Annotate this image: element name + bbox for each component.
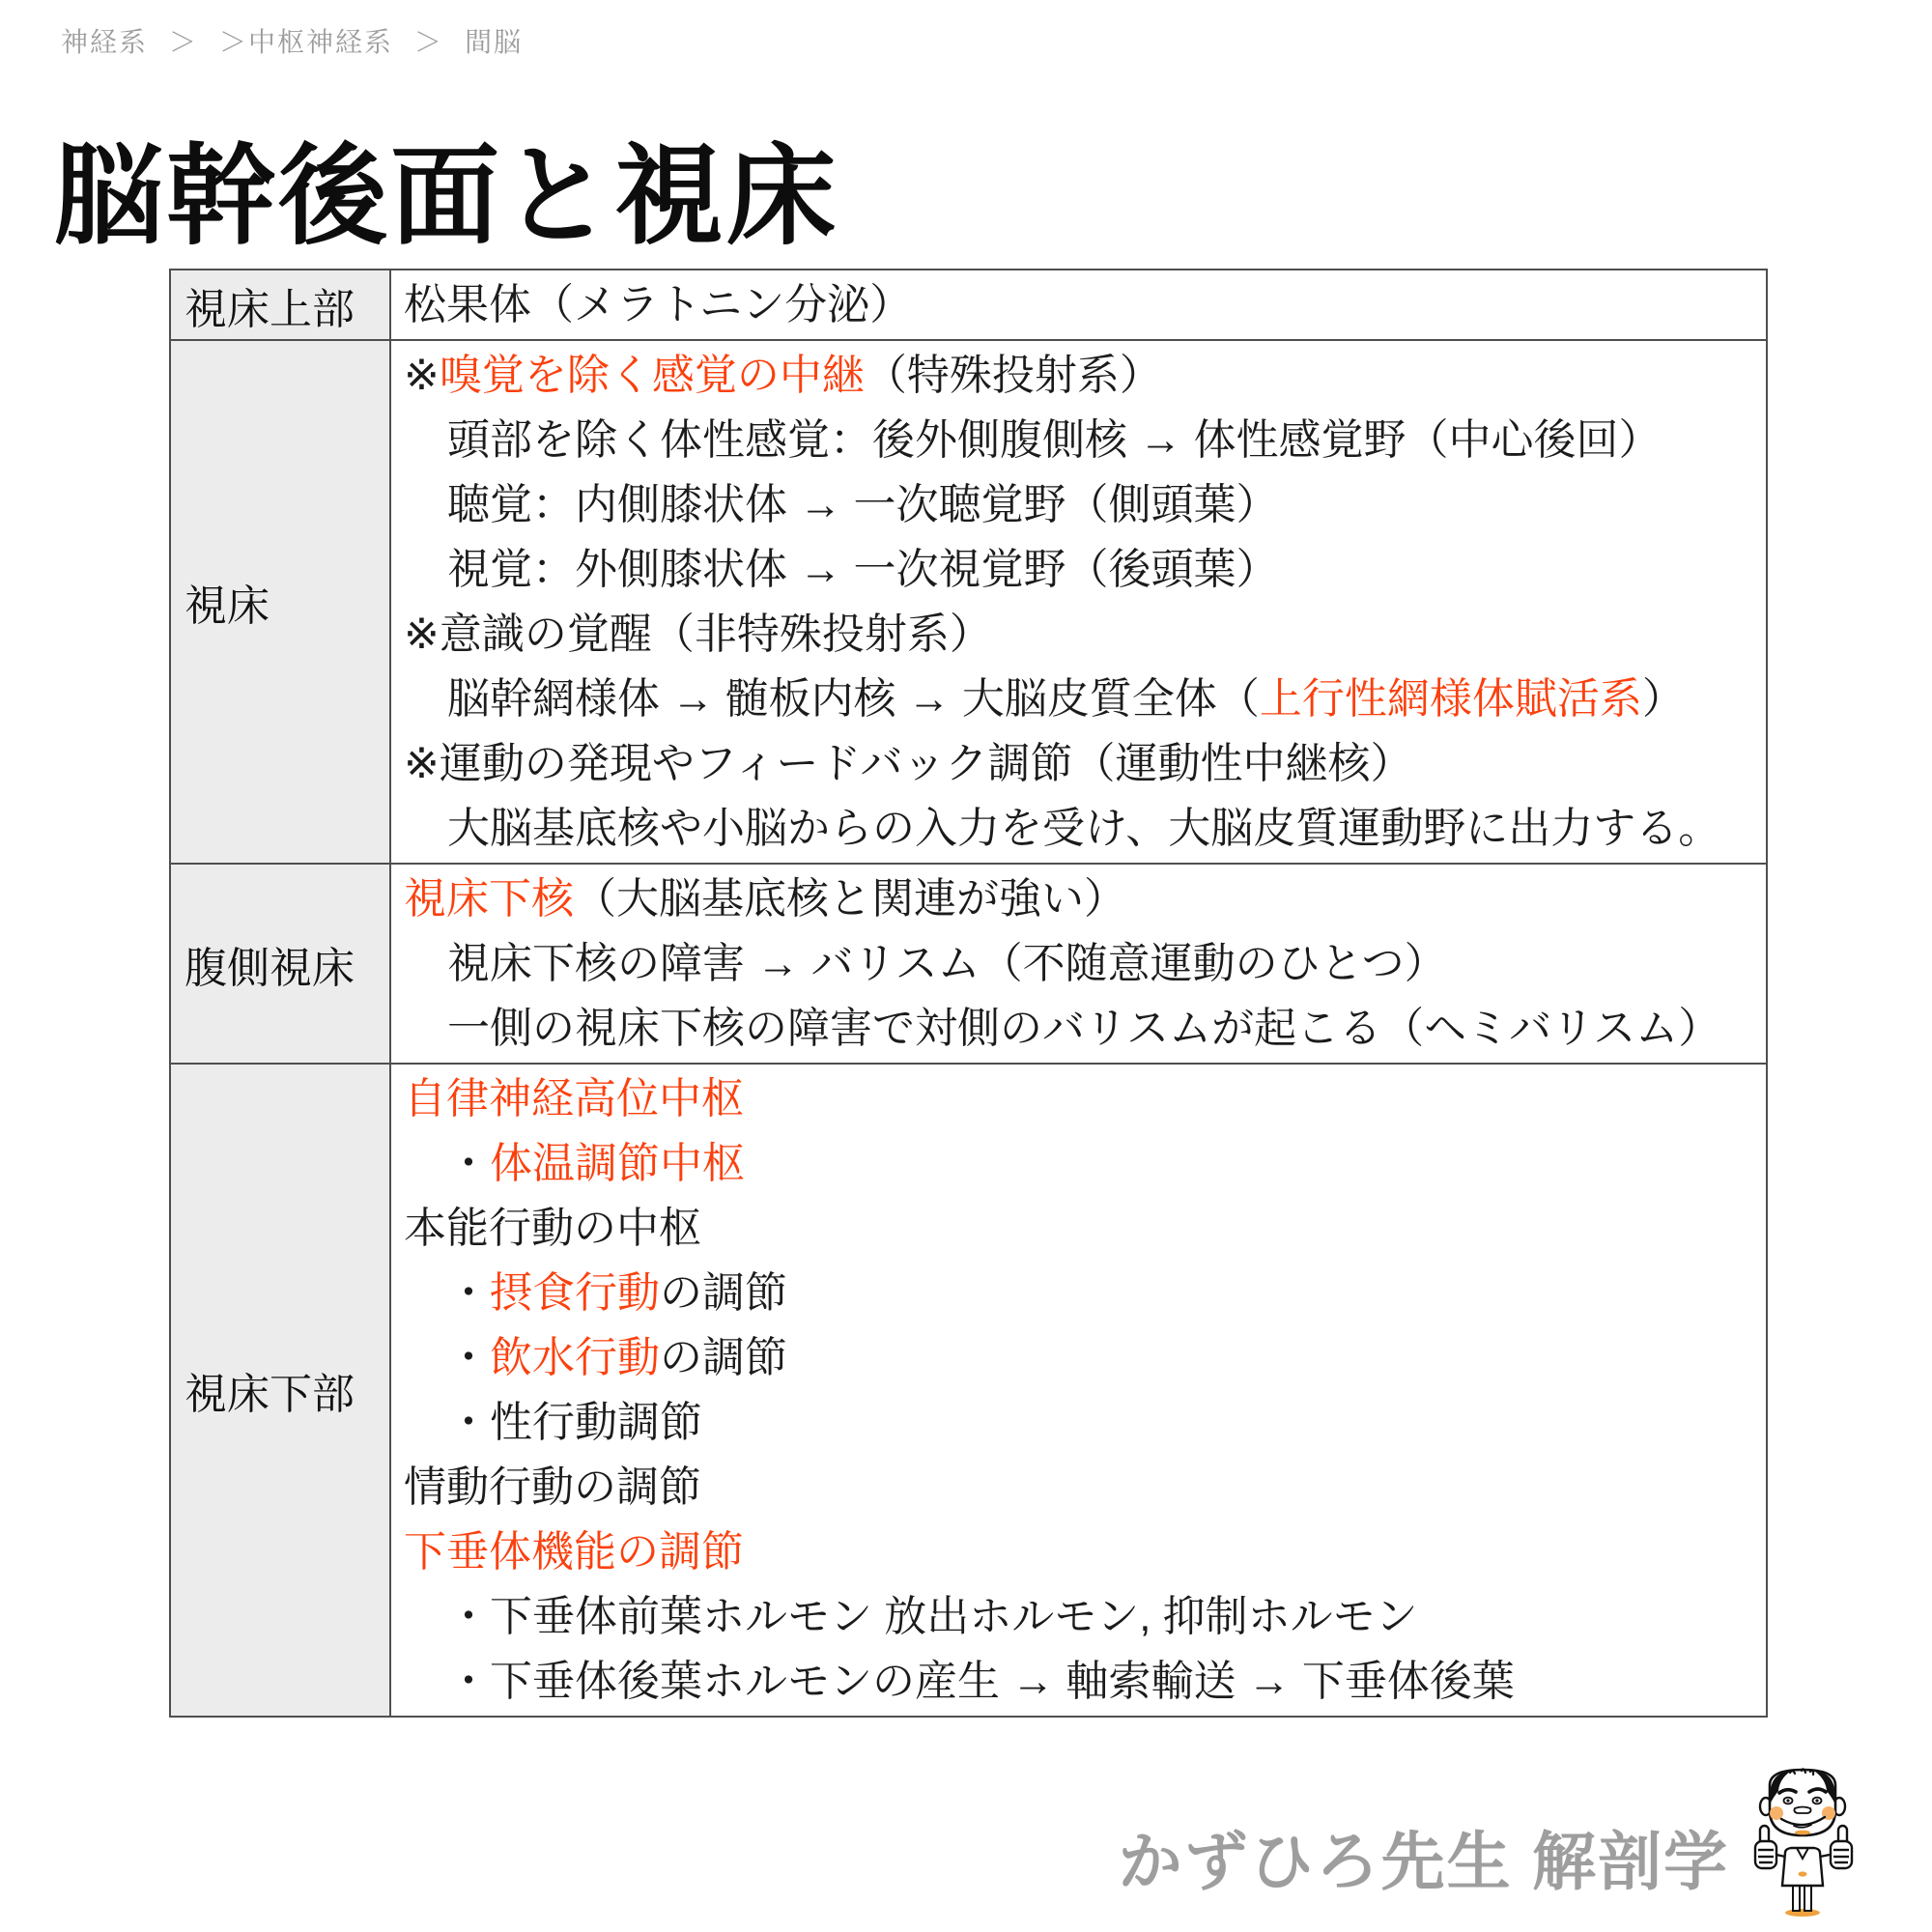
row-label-cell: 腹側視床	[170, 864, 390, 1064]
row-label-cell: 視床下部	[170, 1064, 390, 1717]
text-segment: 下垂体機能の調節	[404, 1528, 744, 1576]
text-segment: ※	[404, 352, 440, 399]
content-line	[404, 796, 1756, 861]
table-body	[170, 270, 1767, 1717]
text-segment: 聴覚：内側膝状体 → 一次聴覚野（側頭葉）	[447, 481, 1279, 528]
breadcrumb-item: ＞中枢神経系	[219, 27, 394, 57]
text-segment: 上行性網様体賦活系	[1259, 675, 1642, 723]
text-segment: ・	[447, 1140, 490, 1187]
table-row	[170, 340, 1767, 864]
text-segment: ※意識の覚醒（非特殊投射系）	[404, 611, 992, 658]
content-line	[404, 1131, 1756, 1196]
content-line	[404, 1196, 1756, 1261]
text-segment: 摂食行動	[490, 1269, 660, 1317]
text-segment: の調節	[660, 1269, 787, 1317]
text-segment: ・下垂体前葉ホルモン 放出ホルモン, 抑制ホルモン	[447, 1593, 1418, 1640]
text-segment: ・	[447, 1334, 490, 1381]
content-line	[404, 996, 1756, 1061]
row-content-cell	[390, 864, 1767, 1064]
breadcrumb-item: 神経系	[61, 27, 149, 57]
breadcrumb	[61, 21, 523, 60]
row-label-cell: 視床上部	[170, 270, 390, 340]
text-segment: ※運動の発現やフィードバック調節（運動性中継核）	[404, 740, 1413, 787]
text-segment: 嗅覚を除く感覚の中継	[439, 352, 865, 399]
row-content-cell	[390, 270, 1767, 340]
content-line	[404, 867, 1756, 931]
text-segment: 脳幹網様体 → 髄板内核 → 大脳皮質全体（	[447, 675, 1260, 723]
page-title: 脳幹後面と視床	[54, 134, 838, 257]
text-segment: ・性行動調節	[447, 1399, 702, 1446]
content-line	[404, 731, 1756, 796]
content-line	[404, 667, 1756, 731]
text-segment: 本能行動の中枢	[404, 1205, 701, 1252]
text-segment: 大脳基底核や小脳からの入力を受け、大脳皮質運動野に出力する。	[447, 805, 1721, 852]
content-line	[404, 1520, 1756, 1584]
content-line	[404, 537, 1756, 602]
breadcrumb-separator: ＞	[169, 27, 199, 57]
content-line	[404, 1649, 1756, 1714]
text-segment: の調節	[660, 1334, 787, 1381]
mascot-illustration	[1747, 1766, 1862, 1922]
content-line	[404, 1261, 1756, 1325]
table-row	[170, 1064, 1767, 1717]
content-line	[404, 931, 1756, 996]
text-segment: （特殊投射系）	[864, 352, 1162, 399]
text-segment: 飲水行動	[490, 1334, 660, 1381]
text-segment: ・下垂体後葉ホルモンの産生 → 軸索輸送 → 下垂体後葉	[447, 1658, 1515, 1705]
text-segment: ）	[1641, 675, 1685, 723]
content-line	[404, 272, 1756, 337]
content-line	[404, 602, 1756, 667]
content-line	[404, 472, 1756, 537]
thumbs-up-teacher-icon	[1747, 1766, 1862, 1922]
table-row	[170, 270, 1767, 340]
content-line	[404, 408, 1756, 472]
brand-text: かずひろ先生 解剖学	[1118, 1826, 1729, 1897]
content-line	[404, 1455, 1756, 1520]
content-line	[404, 1584, 1756, 1649]
text-segment: ・	[447, 1269, 490, 1317]
content-line	[404, 343, 1756, 408]
text-segment: 自律神経高位中枢	[404, 1075, 744, 1122]
row-content-cell	[390, 1064, 1767, 1717]
text-segment: 情動行動の調節	[404, 1463, 701, 1511]
content-line	[404, 1390, 1756, 1455]
table-row	[170, 864, 1767, 1064]
content-line	[404, 1325, 1756, 1390]
thalamus-table	[169, 269, 1768, 1718]
text-segment: 体温調節中枢	[490, 1140, 745, 1187]
row-content-cell	[390, 340, 1767, 864]
row-label-cell: 視床	[170, 340, 390, 864]
text-segment: 視覚：外側膝状体 → 一次視覚野（後頭葉）	[447, 546, 1279, 593]
text-segment: 視床下核	[404, 875, 574, 923]
text-segment: 一側の視床下核の障害で対側のバリスムが起こる（ヘミバリスム）	[447, 1005, 1721, 1052]
content-line	[404, 1066, 1756, 1131]
breadcrumb-separator: ＞	[414, 27, 444, 57]
text-segment: 松果体（メラトニン分泌）	[404, 281, 913, 328]
text-segment: 頭部を除く体性感覚：後外側腹側核 → 体性感覚野（中心後回）	[447, 416, 1662, 464]
text-segment: 視床下核の障害 → バリスム（不随意運動のひとつ）	[447, 940, 1447, 987]
text-segment: （大脳基底核と関連が強い）	[574, 875, 1126, 923]
breadcrumb-item: 間脳	[465, 27, 524, 57]
